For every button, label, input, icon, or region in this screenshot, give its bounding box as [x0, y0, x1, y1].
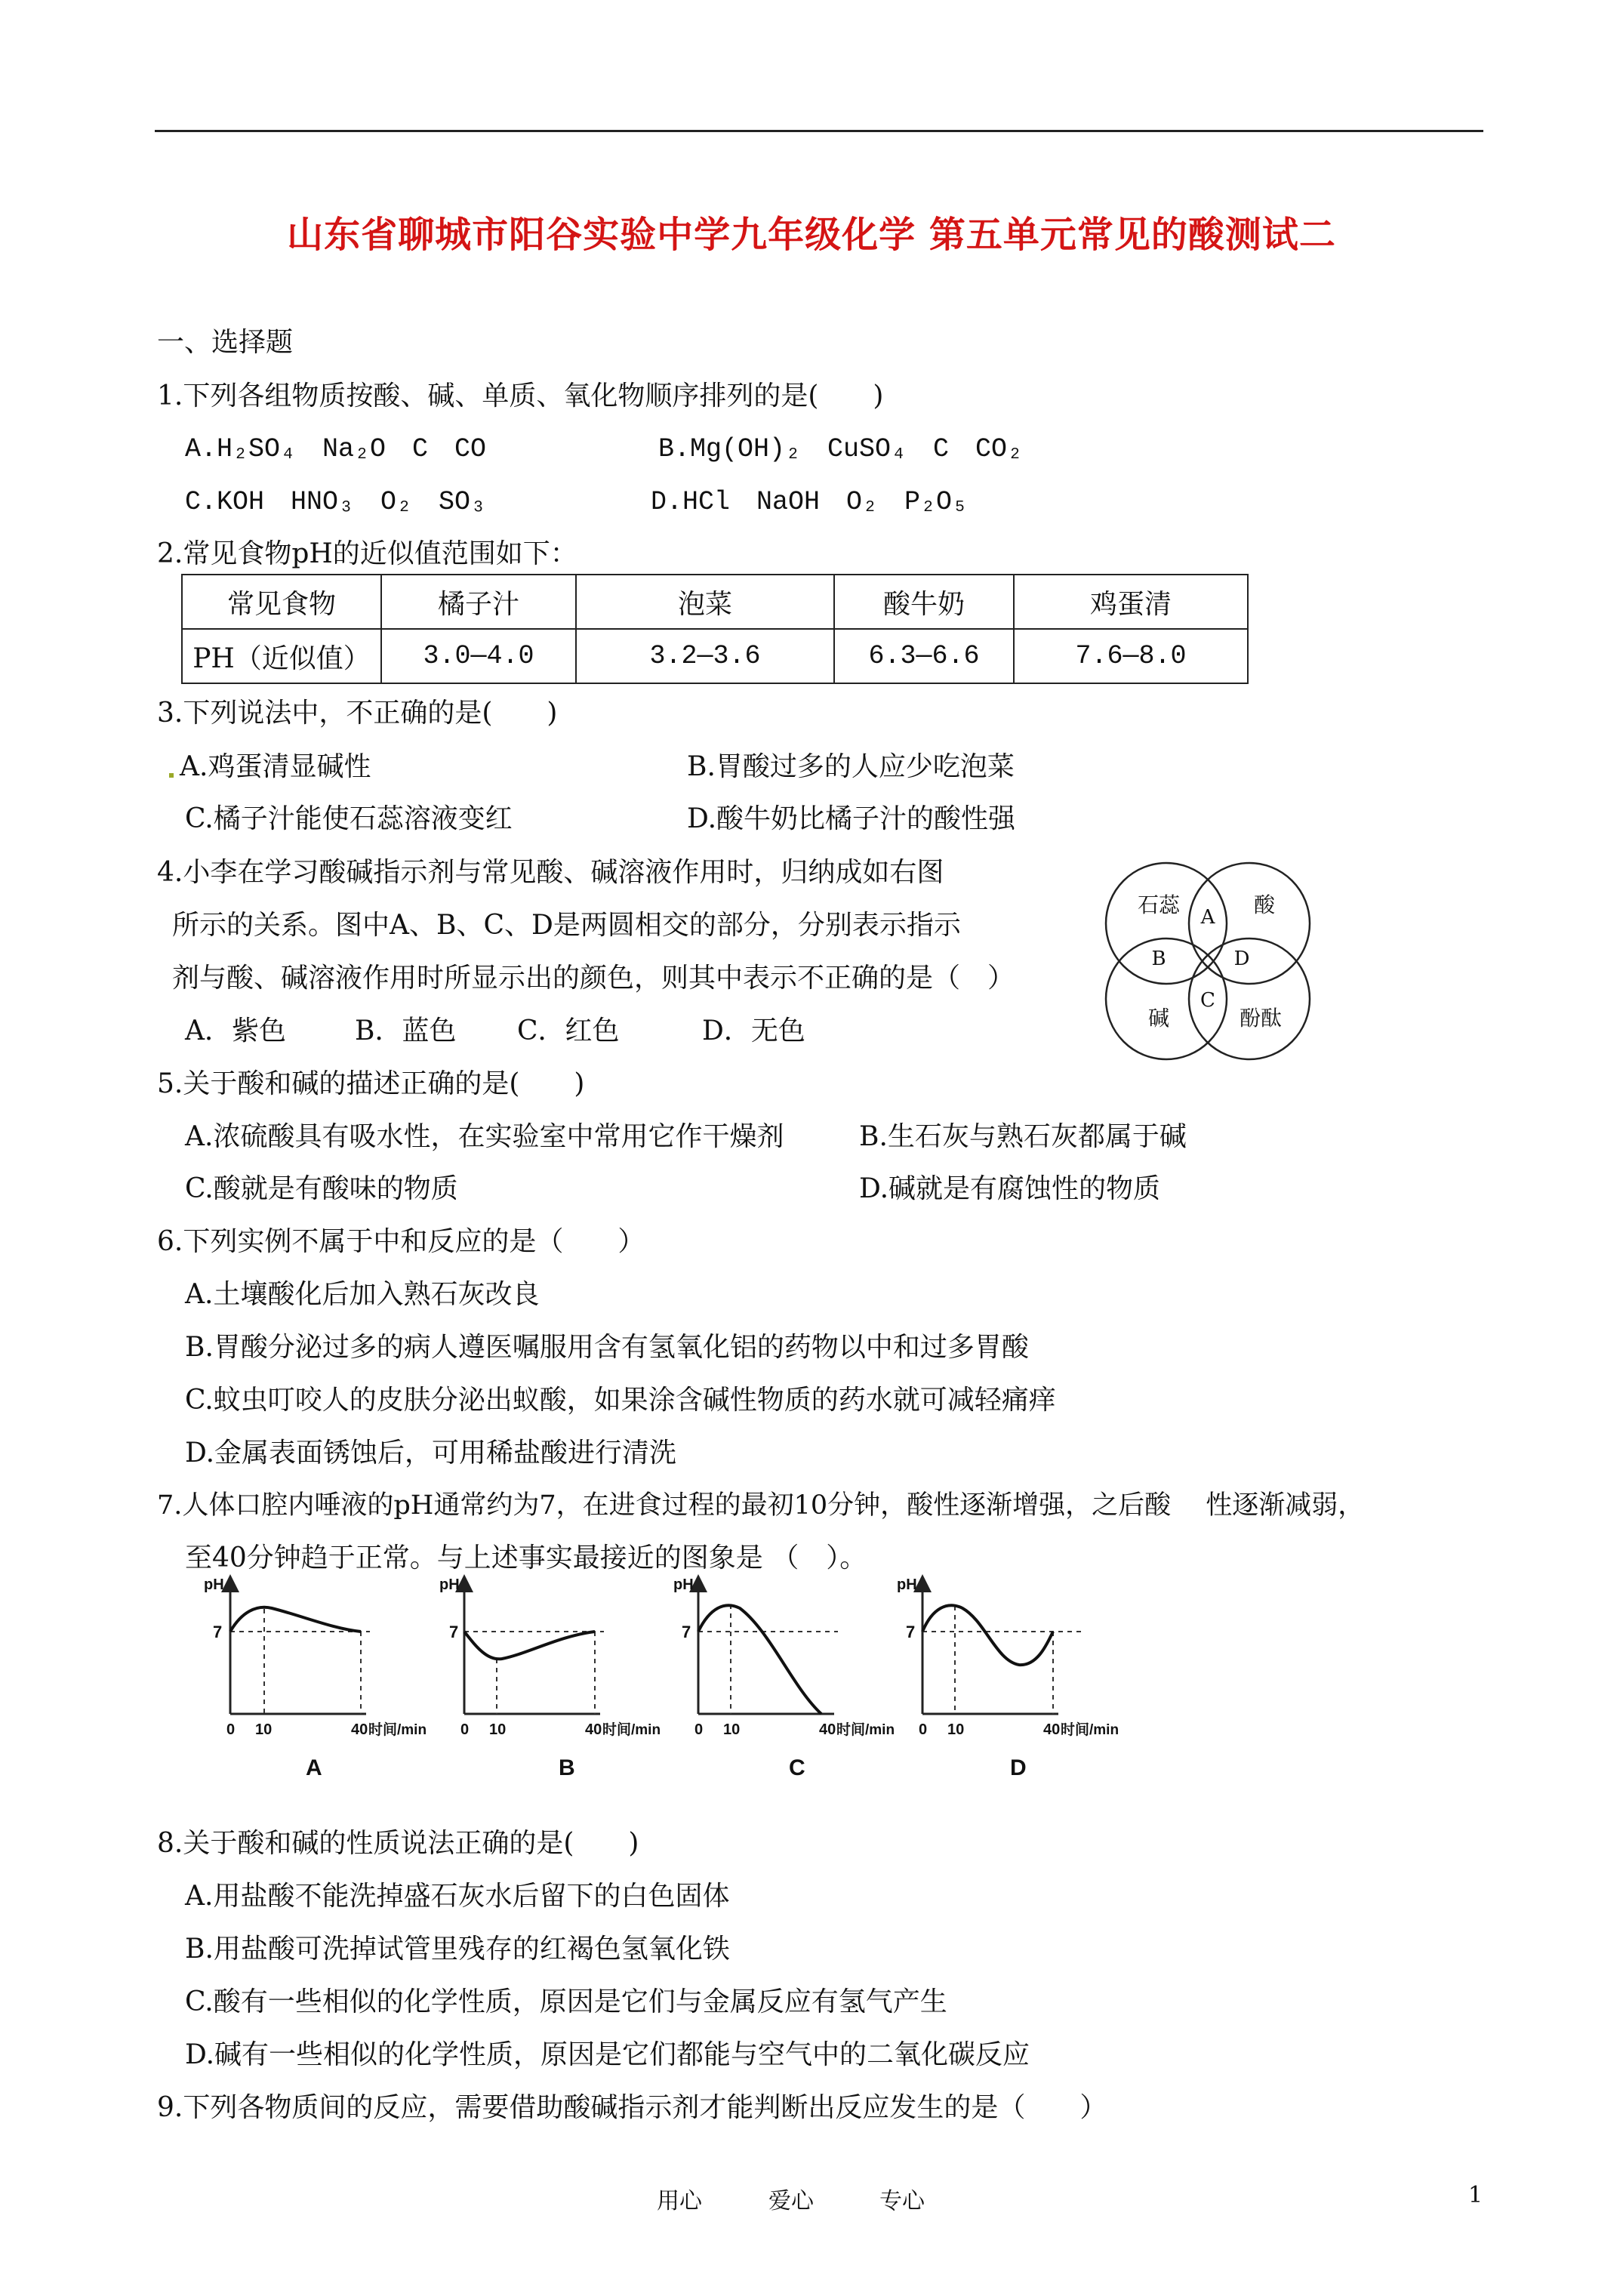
y-axis-label: pH [204, 1576, 224, 1593]
table-cell: 常见食物 [182, 575, 381, 629]
q3-option-c: C.橘子汁能使石蕊溶液变红 [185, 803, 513, 834]
q7-line1: 7.人体口腔内唾液的pH通常约为7，在进食过程的最初10分钟，酸性逐渐增强，之后酸 性逐渐减弱， [157, 1490, 1365, 1521]
table-cell: 6.3—6.6 [834, 629, 1014, 683]
ph-graphs [196, 1567, 1140, 1793]
q3-option-a: A.鸡蛋清显碱性 [180, 751, 371, 782]
q6-option-b: B.胃酸分泌过多的病人遵医嘱服用含有氢氧化铝的药物以中和过多胃酸 [185, 1332, 1029, 1363]
q4-option-a: A．紫色 [185, 1015, 286, 1046]
y-axis-label: pH [673, 1576, 694, 1593]
graph-label-c: C [789, 1755, 805, 1780]
q5-option-d: D.碱就是有腐蚀性的物质 [859, 1173, 1161, 1204]
q5-option-c: C.酸就是有酸味的物质 [185, 1173, 458, 1204]
footer-text-2: 爱心 [768, 2188, 814, 2214]
tick-0: 0 [226, 1721, 236, 1738]
scan-mark [169, 773, 174, 778]
table-header-row [182, 575, 1248, 629]
table-cell: 3.2—3.6 [576, 629, 834, 683]
q7-line2: 至40分钟趋于正常。与上述事实最接近的图象是 （ ）。 [185, 1542, 867, 1573]
tick-0: 0 [694, 1721, 704, 1738]
q2-stem: 2.常见食物pH的近似值范围如下： [157, 538, 577, 569]
ph-table [181, 574, 1249, 684]
graph-label-b: B [559, 1755, 575, 1780]
venn-label-litmus: 石蕊 [1137, 892, 1181, 917]
x-axis-unit: 时间/min [368, 1722, 427, 1738]
q5-option-b: B.生石灰与熟石灰都属于碱 [859, 1121, 1187, 1152]
q4-line1: 4.小李在学习酸碱指示剂与常见酸、碱溶液作用时，归纳成如右图 [157, 857, 944, 888]
table-cell: 7.6—8.0 [1014, 629, 1248, 683]
venn-label-phenolphthalein: 酚酞 [1239, 1006, 1283, 1031]
graph-label-a: A [306, 1755, 322, 1780]
q8-option-a: A.用盐酸不能洗掉盛石灰水后留下的白色固体 [185, 1881, 730, 1912]
q1-stem: 1.下列各组物质按酸、碱、单质、氧化物顺序排列的是( ) [157, 381, 884, 411]
table-cell: 3.0—4.0 [381, 629, 576, 683]
graph-c [673, 1576, 895, 1780]
q1-option-a: A.H₂SO₄ Na₂O C CO [185, 434, 487, 464]
venn-region-a: A [1200, 906, 1215, 929]
q8-stem: 8.关于酸和碱的性质说法正确的是( ) [157, 1828, 639, 1859]
table-cell: PH（近似值） [182, 629, 381, 683]
curve-d [922, 1605, 1053, 1665]
q4-option-c: C．红色 [517, 1015, 620, 1046]
q3-stem: 3.下列说法中，不正确的是( ) [157, 698, 558, 729]
x-axis-unit: 时间/min [1061, 1722, 1119, 1738]
x-axis-unit: 时间/min [836, 1722, 895, 1738]
tick-7: 7 [906, 1623, 916, 1641]
tick-40: 40 [585, 1721, 602, 1738]
venn-region-d: D [1233, 948, 1250, 970]
table-cell: 鸡蛋清 [1014, 575, 1248, 629]
tick-10: 10 [489, 1721, 507, 1738]
y-axis-label: pH [439, 1576, 460, 1593]
q6-option-a: A.土壤酸化后加入熟石灰改良 [185, 1279, 540, 1310]
tick-7: 7 [682, 1623, 691, 1641]
graph-label-d: D [1010, 1755, 1027, 1780]
q8-option-c: C.酸有一些相似的化学性质，原因是它们与金属反应有氢气产生 [185, 1986, 947, 2017]
graph-b [439, 1576, 661, 1780]
x-axis-unit: 时间/min [602, 1722, 661, 1738]
q3-option-b: B.胃酸过多的人应少吃泡菜 [687, 751, 1015, 782]
q4-line3: 剂与酸、碱溶液作用时所显示出的颜色，则其中表示不正确的是（ ） [172, 963, 1015, 994]
graph-a [204, 1576, 427, 1780]
tick-7: 7 [449, 1623, 459, 1641]
venn-region-b: B [1151, 948, 1166, 970]
graph-d [897, 1576, 1119, 1780]
table-row [182, 629, 1248, 683]
page-number: 1 [1468, 2182, 1483, 2208]
section-heading: 一、选择题 [157, 327, 294, 358]
footer-text-3: 专心 [879, 2188, 925, 2214]
q8-option-d: D.碱有一些相似的化学性质，原因是它们都能与空气中的二氧化碳反应 [185, 2039, 1030, 2070]
tick-40: 40 [1043, 1721, 1061, 1738]
q5-stem: 5.关于酸和碱的描述正确的是( ) [157, 1068, 585, 1099]
table-cell: 酸牛奶 [834, 575, 1014, 629]
venn-label-acid: 酸 [1253, 892, 1276, 917]
table-cell: 橘子汁 [381, 575, 576, 629]
q4-option-d: D．无色 [702, 1015, 805, 1046]
tick-0: 0 [919, 1721, 928, 1738]
tick-7: 7 [213, 1623, 223, 1641]
tick-10: 10 [947, 1721, 965, 1738]
curve-c [698, 1605, 821, 1714]
tick-10: 10 [255, 1721, 273, 1738]
tick-40: 40 [351, 1721, 368, 1738]
q6-option-c: C.蚊虫叮咬人的皮肤分泌出蚁酸，如果涂含碱性物质的药水就可减轻痛痒 [185, 1385, 1056, 1416]
venn-region-c: C [1200, 989, 1215, 1012]
q3-option-d: D.酸牛奶比橘子汁的酸性强 [687, 803, 1016, 834]
q1-option-d: D.HCl NaOH O₂ P₂O₅ [651, 487, 969, 517]
q4-option-b: B．蓝色 [355, 1015, 457, 1046]
q1-option-c: C.KOH HNO₃ O₂ SO₃ [185, 487, 487, 517]
table-cell: 泡菜 [576, 575, 834, 629]
tick-40: 40 [819, 1721, 836, 1738]
q1-option-b: B.Mg(OH)₂ CuSO₄ C CO₂ [658, 434, 1024, 464]
header-rule [155, 130, 1483, 132]
venn-diagram [1095, 852, 1321, 1063]
q6-stem: 6.下列实例不属于中和反应的是（ ） [157, 1226, 645, 1257]
q8-option-b: B.用盐酸可洗掉试管里残存的红褐色氢氧化铁 [185, 1934, 730, 1965]
q6-option-d: D.金属表面锈蚀后，可用稀盐酸进行清洗 [185, 1438, 677, 1469]
page-title: 山东省聊城市阳谷实验中学九年级化学 第五单元常见的酸测试二 [287, 214, 1336, 256]
curve-a [230, 1607, 361, 1632]
y-axis-label: pH [897, 1576, 917, 1593]
footer-text-1: 用心 [657, 2188, 702, 2214]
curve-b [464, 1632, 595, 1659]
q4-line2: 所示的关系。图中A、B、C、D是两圆相交的部分，分别表示指示 [172, 910, 961, 941]
q9-stem: 9.下列各物质间的反应，需要借助酸碱指示剂才能判断出反应发生的是（ ） [157, 2092, 1107, 2123]
tick-10: 10 [723, 1721, 741, 1738]
q5-option-a: A.浓硫酸具有吸水性，在实验室中常用它作干燥剂 [185, 1121, 784, 1152]
venn-label-base: 碱 [1147, 1006, 1170, 1031]
tick-0: 0 [460, 1721, 470, 1738]
